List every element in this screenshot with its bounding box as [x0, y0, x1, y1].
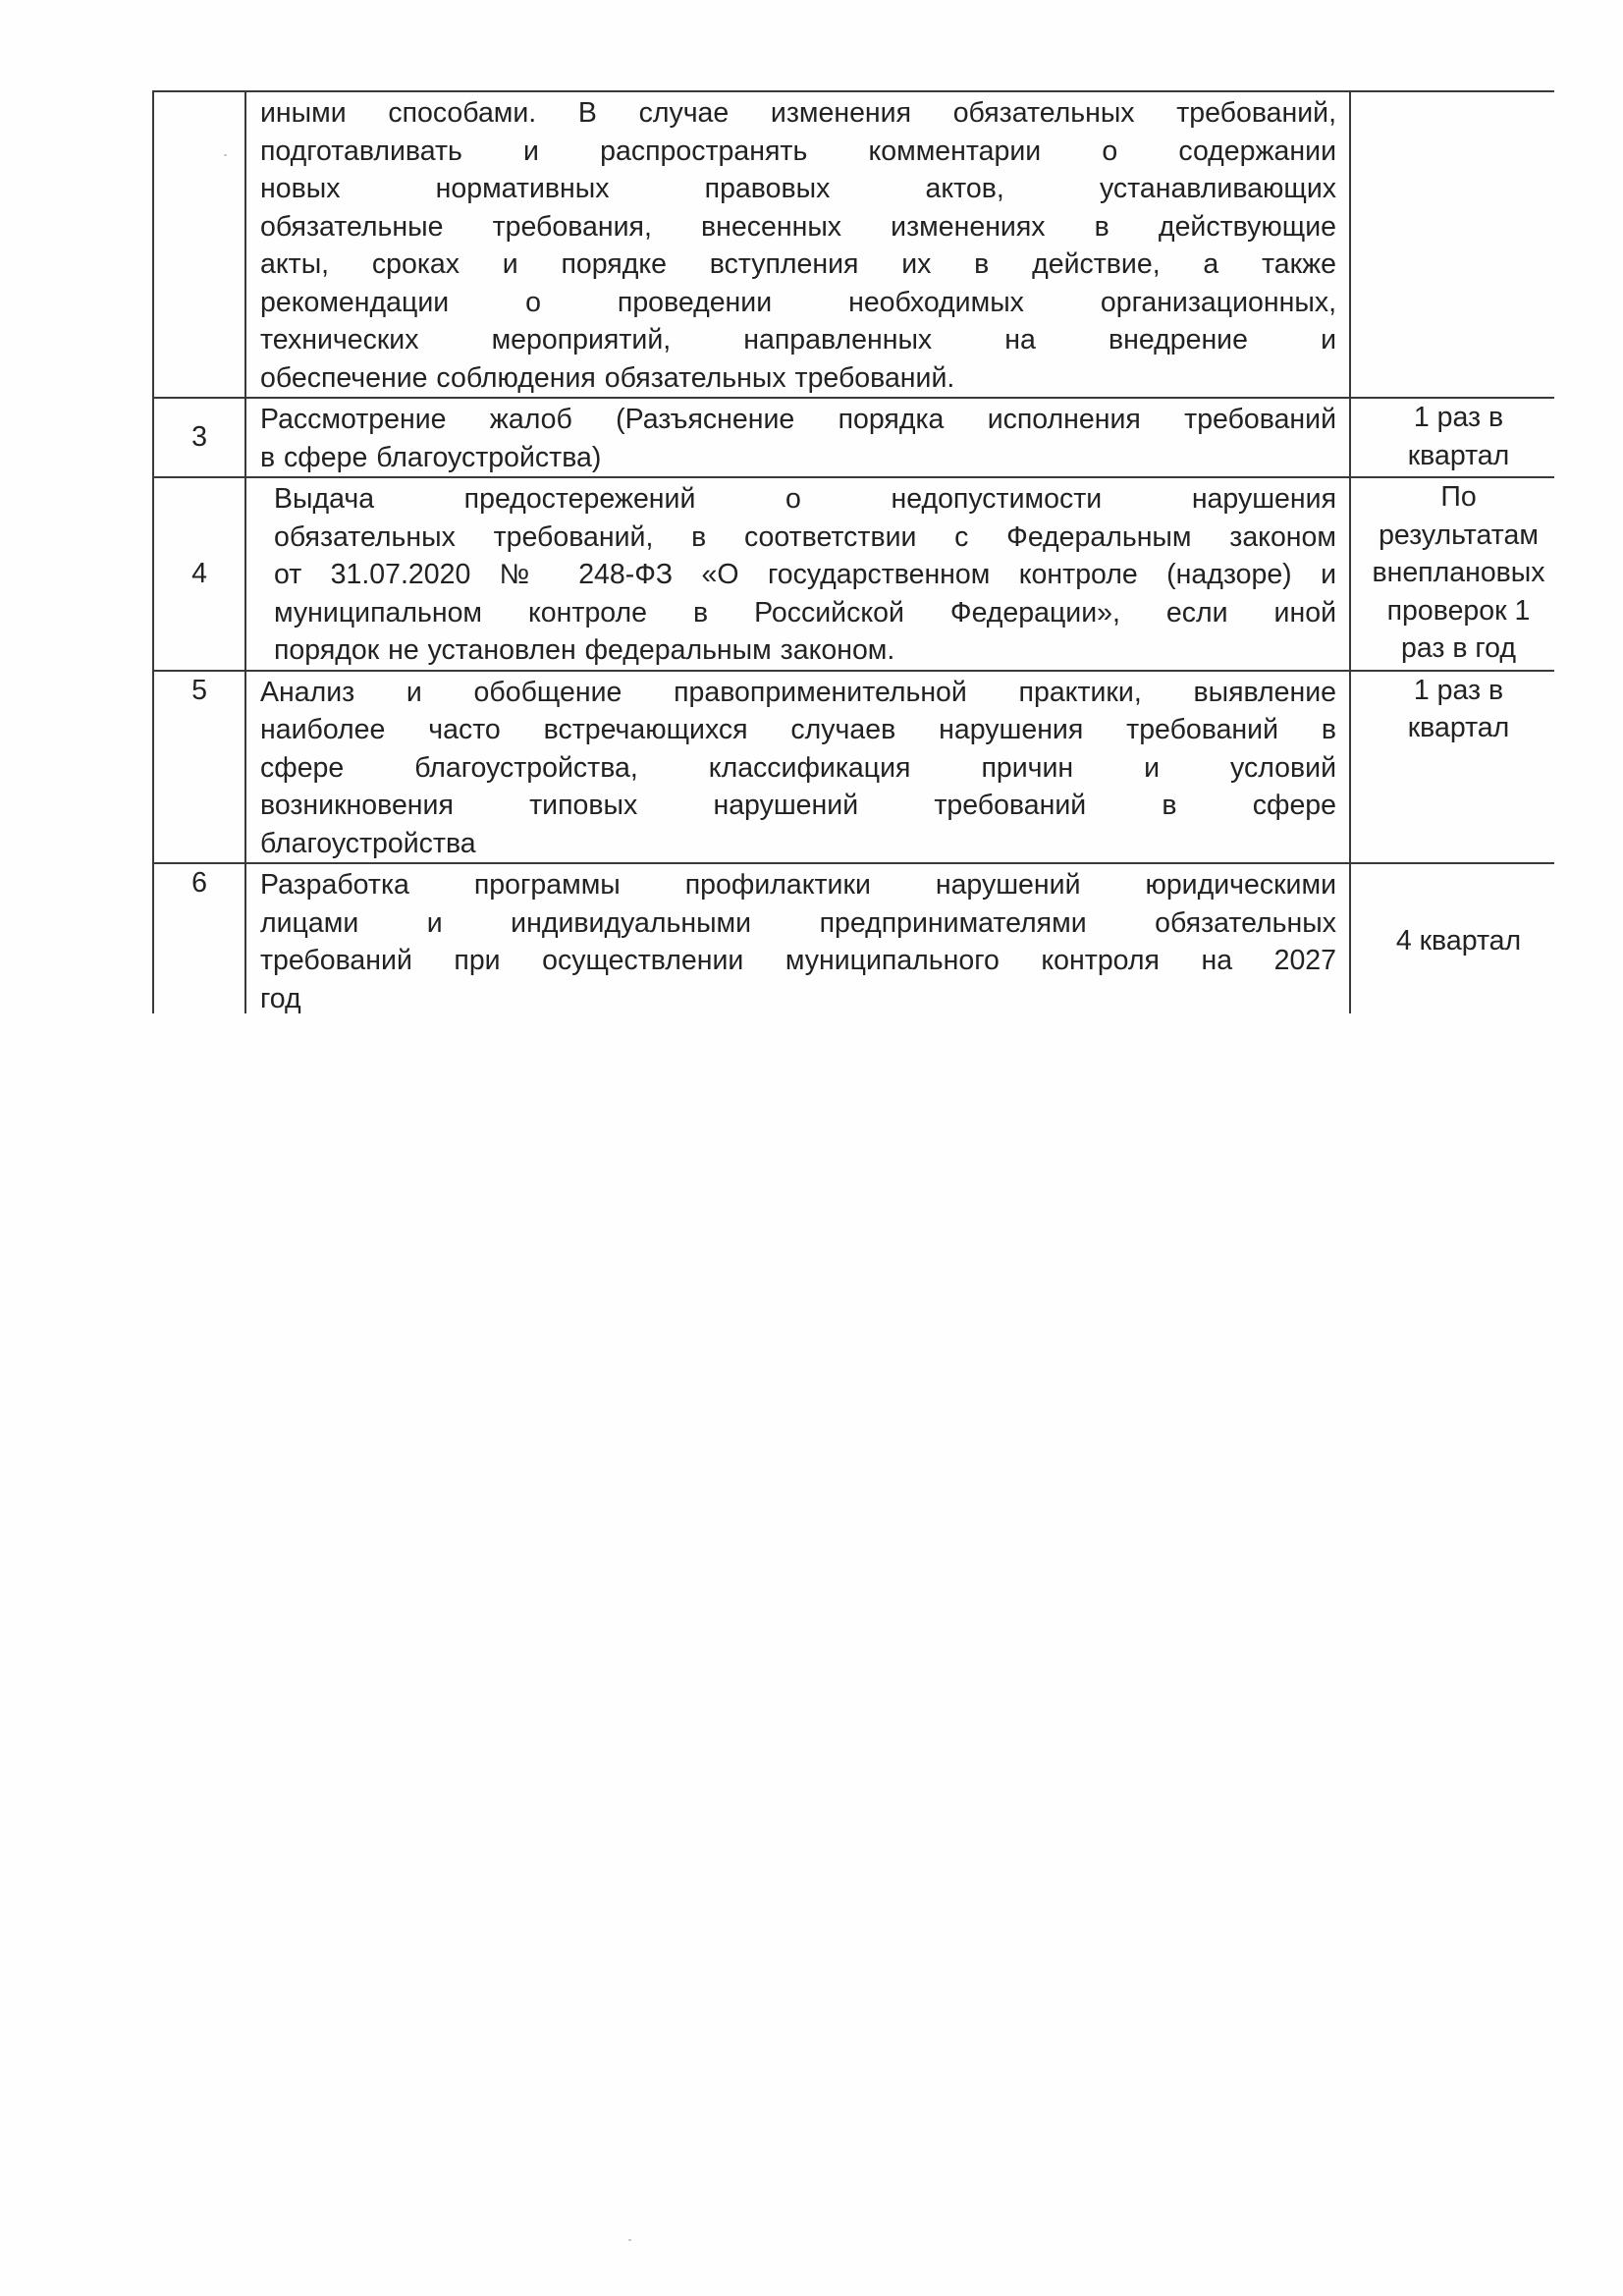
measure-description-cell [245, 863, 1350, 1013]
text-line: муниципальном контроле в Российской Федерации», если иной [274, 596, 1336, 629]
measure-description-cell [245, 671, 1350, 864]
text-line: новых нормативных правовых актов, устанавливающих [260, 173, 1336, 204]
term-line: проверок 1 [1386, 594, 1531, 627]
measure-description-cell [245, 477, 1350, 671]
measure-description [246, 864, 1349, 1013]
row-number-cell: 5 [153, 671, 245, 864]
scan-speck [628, 2239, 631, 2241]
text-line: рекомендации о проведении необходимых организационных, [260, 286, 1336, 318]
measure-description-cell [245, 91, 1350, 398]
measure-description [246, 478, 1349, 670]
term-cell [1350, 671, 1554, 864]
text-line: обязательные требования, внесенных изменениях в действующие [260, 210, 1336, 243]
row-number-cell: 6 [153, 863, 245, 1013]
text-line: сфере благоустройства, классификация причин и условий [260, 751, 1336, 784]
scan-speck [224, 154, 227, 156]
table-row [153, 477, 1554, 671]
term-line: 1 раз в [1413, 402, 1504, 433]
text-line: в сфере благоустройства) [260, 441, 602, 473]
term-line: 1 раз в [1413, 674, 1504, 706]
measure-description [246, 672, 1349, 863]
text-line: порядок не установлен федеральным законом. [274, 634, 895, 666]
text-line: обеспечение соблюдения обязательных требований. [260, 361, 955, 394]
measure-description-cell [245, 398, 1350, 477]
text-line: возникновения типовых нарушений требований в сфере [260, 790, 1336, 821]
term-line: внеплановых [1372, 557, 1545, 588]
measure-description [246, 399, 1349, 476]
text-line: Анализ и обобщение правоприменительной практики, выявление [260, 676, 1336, 708]
text-line: Разработка программы профилактики нарушений юридическими [260, 869, 1336, 901]
measures-table-viewport [152, 90, 1554, 1013]
text-line: обязательных требований, в соответствии с Федеральным законом [274, 520, 1336, 553]
term-line: квартал [1407, 439, 1510, 471]
term-cell [1350, 398, 1554, 477]
row-number-cell: 4 [153, 477, 245, 671]
text-line: подготавливать и распространять комментарии о содержании [260, 135, 1336, 167]
prevention-measures-table [152, 90, 1554, 1013]
text-line: иными способами. В случае изменения обязательных требований, [260, 97, 1336, 129]
term-line: 4 квартал [1395, 924, 1522, 957]
term-cell [1350, 91, 1554, 398]
text-line: благоустройства [260, 827, 476, 859]
text-line: год [260, 982, 301, 1013]
text-line: акты, сроках и порядке вступления их в действие, а также [260, 248, 1336, 280]
table-row [153, 91, 1554, 398]
text-line: лицами и индивидуальными предпринимателями обязательных [260, 906, 1336, 939]
row-number-cell: 3 [153, 398, 245, 477]
text-line: Выдача предостережений о недопустимости нарушения [274, 483, 1336, 515]
text-line: наиболее часто встречающихся случаев нарушения требований в [260, 714, 1336, 745]
row-number-cell [153, 91, 245, 398]
term-line: результатам [1379, 519, 1539, 551]
text-line: требований при осуществлении муниципального контроля на 2027 [260, 945, 1336, 976]
term-cell [1350, 863, 1554, 1013]
text-line: от 31.07.2020 № 248-ФЗ «О государственном контроле (надзоре) и [274, 559, 1336, 590]
term-line: квартал [1407, 712, 1510, 743]
table-row [153, 863, 1554, 1013]
table-row [153, 671, 1554, 864]
table-row [153, 398, 1554, 477]
text-line: технических мероприятий, направленных на внедрение и [260, 324, 1336, 355]
term-line: раз в год [1400, 632, 1517, 664]
measure-description [246, 92, 1349, 397]
term-cell [1350, 477, 1554, 671]
term-line: По [1440, 481, 1477, 513]
text-line: Рассмотрение жалоб (Разъяснение порядка исполнения требований [260, 404, 1336, 435]
